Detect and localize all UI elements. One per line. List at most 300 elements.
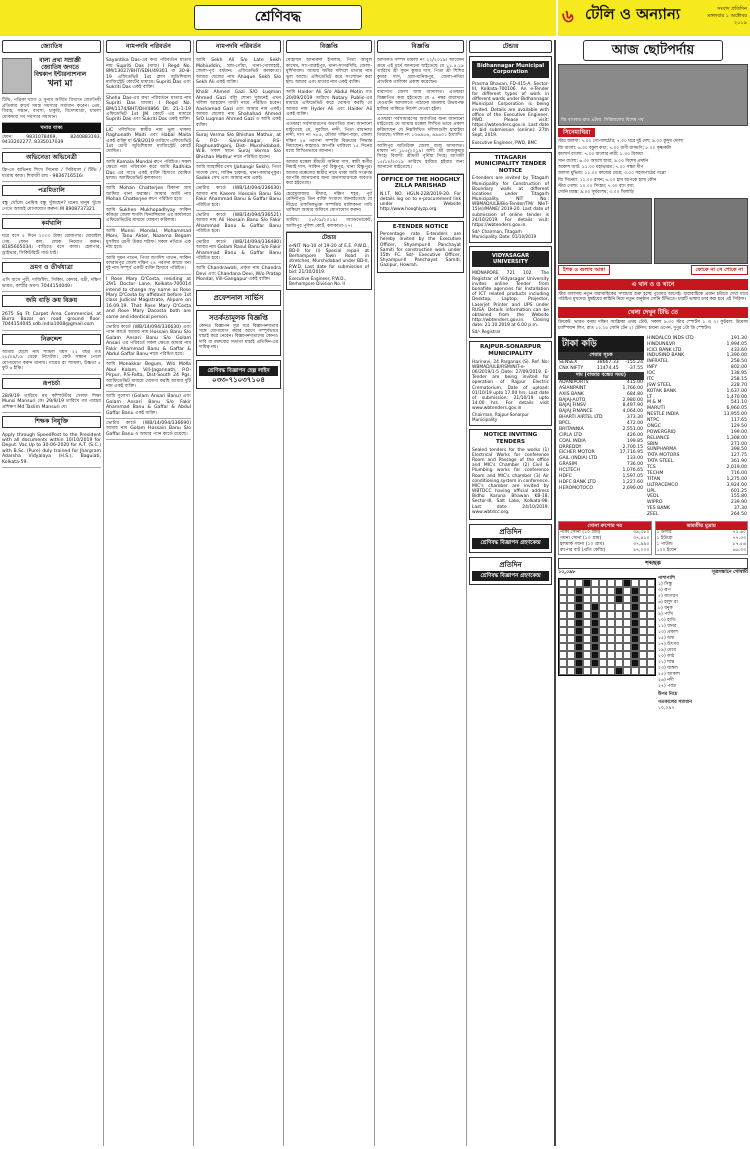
crossword-cell[interactable]	[583, 659, 591, 667]
row-value: 117.65	[730, 418, 747, 424]
classified-ad: আমি Kamala Mondal রুপে পরিচিত। সকল ক্ষেত্রে নাম পরিবর্তন করে আমি Radhika Das এর সাথে একই ব্যক্তি হিসাবে ঘোষিত হলাম। অ্যাফিডেভিট কলকাতা।	[106, 158, 191, 185]
row-value: 433.60	[730, 347, 747, 353]
row-label: MARUTI	[647, 406, 665, 412]
astrologer-name: খনা মা	[47, 78, 73, 89]
row-value: 2,019.00	[726, 465, 747, 471]
crossword-cell[interactable]	[583, 587, 591, 595]
row-label: RELIANCE	[647, 435, 670, 441]
crossword-cell[interactable]	[647, 579, 655, 587]
crossword-cell[interactable]	[639, 611, 647, 619]
column-tenders	[467, 40, 556, 1146]
crossword-cell[interactable]	[599, 595, 607, 603]
crossword-cell[interactable]	[583, 643, 591, 651]
crossword-cell[interactable]	[639, 603, 647, 611]
classified-ad: আমি Sukhen Mukhopadhyay সাকিন কাঁকড়া জেলা হুগলি ফিনান্সিয়াল এর কার্যালয়ে এফিডেভিটের মাধ্যমে ঘোষণা করিলাম।	[106, 206, 191, 227]
astrologer-photo	[2, 58, 32, 94]
dateline: সংবাদ প্রতিদিন মঙ্গলবার ১ অক্টোবর ২০১৯	[707, 6, 747, 26]
crossword-cell	[575, 611, 583, 619]
crossword-cell[interactable]	[647, 595, 655, 603]
classified-booking-promo	[469, 557, 552, 586]
crossword-clue: ১০) হাতি	[658, 618, 676, 624]
crossword-clue: ১) সিন্ধু	[658, 582, 673, 588]
section-heading: ভ্রমণ ও তীর্থযাত্রা	[2, 262, 101, 273]
crossword-cell[interactable]	[623, 651, 631, 659]
crossword-cell[interactable]	[583, 651, 591, 659]
crossword-cell[interactable]	[639, 635, 647, 643]
crossword-cell[interactable]	[615, 603, 623, 611]
crossword-cell[interactable]	[599, 635, 607, 643]
crossword-cell	[575, 643, 583, 651]
row-label: BRITANNIA	[559, 426, 584, 432]
helpline-band: শ্রেণিবদ্ধ বিজ্ঞাপন হেল্প লাইন	[199, 366, 278, 376]
crossword-cell[interactable]	[599, 643, 607, 651]
crossword-cell[interactable]	[583, 635, 591, 643]
crossword-cell[interactable]	[591, 667, 599, 675]
crossword-cell[interactable]	[607, 603, 615, 611]
crossword-cell[interactable]	[567, 611, 575, 619]
tender-signature: Executive Engineer, P.W.D., Berhampore Division No. II	[289, 276, 347, 286]
crossword-clues	[658, 576, 748, 711]
row-label: INDUSIND BANK	[647, 353, 685, 359]
news-heading: এ খান ও ও খানে	[558, 279, 748, 290]
classified-ad: Sayantika Das-এর কথা পরিবর্তনে মাতার নাম Supriti Das (মাধ্য) I Regd No. 8M/13027/BHT/SDH/49301 বা 30-8-19 এফিডেভিট 1st ক্লাস জুডিশিয়াল ম্যাজিস্ট্রেট কোর্টের মাধ্যমে। Supriti Das এবং Sukriti Das একই ব্যক্তি।	[106, 56, 191, 93]
crossword-cell[interactable]	[559, 635, 567, 643]
crossword-cell[interactable]	[567, 587, 575, 595]
crossword-cell[interactable]	[599, 587, 607, 595]
tender-notice	[469, 246, 552, 338]
crossword-cell	[631, 659, 639, 667]
crossword-cell[interactable]	[559, 667, 567, 675]
crossword-cell[interactable]	[559, 603, 567, 611]
classified-ad: এতদ্বারা সর্বসাধারণের অবগতির জন্য জানানো যাইতেছে যে, সুরজিৎ নন্দী, পিতা রাধানাথ নন্দী, দাগ নং ৭৮৫, মৌজা দক্ষিণপাড়া, জেলা দক্ষিণ ২৪ পরগনা সম্পত্তি বিক্রয়ের সিদ্ধান্ত নিয়াছেন। কাহারও আপত্তি থাকিলে ১৫ দিনের মধ্যে লিখিতভাবে জানান।	[286, 120, 372, 157]
crossword-cell[interactable]	[623, 611, 631, 619]
crossword-cell	[631, 619, 639, 627]
tender-title: E-TENDER NOTICE	[392, 223, 449, 230]
right-section-header	[556, 0, 750, 36]
market-section	[558, 336, 748, 518]
row-label: INFY	[647, 365, 658, 371]
row-label: GRASIM	[559, 462, 577, 468]
row-value: 2,980.00	[622, 397, 643, 403]
tv-listing-item: জলসা মুভিজ: ১১.০০ কাজের মেয়ে; ৩.০০ সহজপাঠের গপ্পো	[558, 171, 666, 177]
crossword-cell[interactable]	[591, 579, 599, 587]
crossword-cell[interactable]	[583, 603, 591, 611]
crossword-cell	[631, 635, 639, 643]
crossword-cell[interactable]	[607, 627, 615, 635]
crossword-cell[interactable]	[567, 603, 575, 611]
classified-ad: মোহাম্মদ আনারুল ইসলাম, পিতা আবুল কাসেম, সাং-বারুইপুর, থানা-সাগরদিঘি, জেলা-মুর্শিদাবাদ। আমার জমির দলিলে মাতার নাম ভুল আছে। এফিডেভিট করে সংশোধন করা হল। আমার এবং মাতার নাম একই ব্যক্তি।	[286, 56, 372, 88]
row-label: HDFC	[559, 473, 572, 479]
row-label: গয়না সোনা (১০ গ্রাম)	[560, 535, 602, 541]
crossword-cell[interactable]	[599, 627, 607, 635]
crossword-cell[interactable]	[599, 603, 607, 611]
caution-heading: সতর্কতামূলক বিজ্ঞপ্তি	[209, 313, 268, 322]
crossword-cell[interactable]	[615, 619, 623, 627]
crossword-cell	[575, 651, 583, 659]
row-value: 258.15	[730, 376, 747, 382]
crossword-cell[interactable]	[623, 635, 631, 643]
crossword-cell[interactable]	[631, 579, 639, 587]
row-value: 4,064.00	[622, 409, 643, 415]
row-value: ৪৭,০০০	[633, 547, 650, 553]
crossword-cell[interactable]	[639, 667, 647, 675]
crossword-cell[interactable]	[607, 619, 615, 627]
row-label: CIPLA LTD	[559, 432, 582, 438]
row-value: 802.00	[730, 365, 747, 371]
row-value: 1,227.60	[622, 479, 643, 485]
share-index-heading: শেয়ার সূচক	[558, 352, 644, 360]
crossword-cell[interactable]	[623, 627, 631, 635]
row-value: 199.85	[626, 438, 643, 444]
row-label: HINDALCO INDS LTD	[647, 335, 694, 341]
classified-booking-promo	[469, 524, 552, 553]
crossword-cell[interactable]	[559, 627, 567, 635]
crossword-cell[interactable]	[567, 667, 575, 675]
crossword-cell[interactable]	[647, 643, 655, 651]
crossword-cell[interactable]	[647, 627, 655, 635]
classified-ad: I Rose Mary D'Costa, residing at 29/1 Doctor Lane, Kolkata-700014 intend to change my name as Rose Mary D'Costa by affidavit before 1st class Judicial Magistrate, Alipore on 16.09.19. That Rose Mary D'Costa and Rose Mary Dacosta both are same and identical person.	[106, 275, 191, 323]
promo-heading: প্রতিদিন	[499, 528, 522, 536]
crossword-cell[interactable]	[559, 643, 567, 651]
row-value: 138.95	[730, 371, 747, 377]
row-value: 2,551.00	[622, 426, 643, 432]
crossword-cell[interactable]	[559, 579, 567, 587]
crossword-cell	[623, 579, 631, 587]
promo-band: শ্রেণিবদ্ধ বিজ্ঞাপন গ্রহণকেন্দ্র	[472, 538, 549, 548]
crossword-cell[interactable]	[599, 579, 607, 587]
tender-body: N.I.T. NO. HGLN-228/2019-20. For details log on to e-procurement link under Website http://www.hooghlyzp.org	[380, 191, 461, 213]
row-value: 6,960.05	[726, 406, 747, 412]
news-text: স্টার জলসায় নতুন ধারাবাহিকের সম্প্রচার শুরু হচ্ছে পুজোর আগেই। ধারাবাহিকে প্রধান চরিত্রে দেখা যাবে পরিচিত মুখদের। মুম্বইয়ের কাহিনি নিয়ে নতুন অনুষ্ঠান সোনি টিভিতে। চারটি ভাষায় ডাব করা হবে এই সিরিজ।	[558, 291, 748, 303]
tv-guide-title: আজ ছোটপর্দায়	[583, 40, 723, 61]
crossword-cell[interactable]	[631, 667, 639, 675]
crossword-cell[interactable]	[623, 667, 631, 675]
crossword-cell[interactable]	[647, 611, 655, 619]
tv-listing-item: স্টার গোল্ড: ১০.০০ সিংহম; ৭.৩০ ব্যাং ব্যাং	[558, 184, 635, 190]
crossword-cell[interactable]	[599, 667, 607, 675]
caption-right: ফোকে না সে শোকে না	[691, 265, 748, 275]
crossword-cell[interactable]	[647, 619, 655, 627]
table-row	[646, 512, 748, 518]
row-label: NTPC	[647, 418, 660, 424]
classified-ad: আমার ছেলে নাম শ্যামল বয়স ২২ বছর গত ২৮/০৯/১৯ থেকে নিখোঁজ। কেউ সন্ধান পেলে যোগাযোগ করুন থানায়। গায়ের রং শ্যামলা, উচ্চতা ৫ ফুট ৬ ইঞ্চি।	[2, 348, 101, 375]
row-label: INFRATEL	[647, 359, 669, 365]
crossword-cell[interactable]	[607, 595, 615, 603]
photo-captions	[558, 264, 748, 276]
crossword-cell	[575, 627, 583, 635]
crossword-cell[interactable]	[623, 643, 631, 651]
caption-left: ইশক ও গুলাব আন্না	[558, 265, 610, 275]
crossword-clue: ৫) জাগরণ	[658, 594, 678, 600]
tender-title: Bidhannagar Municipal Corporation	[472, 61, 549, 77]
crossword-cell[interactable]	[567, 579, 575, 587]
crossword-cell[interactable]	[575, 579, 583, 587]
crossword-cell[interactable]	[607, 643, 615, 651]
crossword-cell[interactable]	[559, 651, 567, 659]
crossword-cell[interactable]	[639, 643, 647, 651]
crossword-cell[interactable]	[639, 619, 647, 627]
crossword-cell[interactable]	[599, 651, 607, 659]
column-heading: টেন্ডার	[469, 40, 552, 53]
classified-ad: আলিপুর অতিরিক্ত জেলা জজ আদালত। মামলা নং ১৮৫/২০১৯। বাদী: শ্রী রাজকুমার সিংহ। বিবাদী: শ্রীমতী পূর্ণিমা সিংহ। আগামী ১৫/১০/২০১৯ তারিখে হাজির হইবার জন্য জানানো যাইতেছে।	[377, 142, 464, 174]
row-value: 17,716.95	[619, 450, 643, 456]
crossword-cell	[575, 667, 583, 675]
tender-title: OFFICE OF THE HOOGHLY ZILLA PARISHAD	[380, 176, 461, 190]
crossword-cell	[631, 651, 639, 659]
crossword-cell[interactable]	[623, 595, 631, 603]
crossword-cell[interactable]	[567, 651, 575, 659]
astro-phones: ফোন: 9831078469, 8240883193, 9433202277, 8335017039	[2, 133, 101, 149]
classified-ad: আমি Chandrawati, প্রকৃত নাম Chandra Devi এবং Chandana Devi, W/o Pratap Mondal, Vill-Gangapur একই ব্যক্তি।	[196, 264, 281, 285]
crossword-cell[interactable]	[607, 667, 615, 675]
classified-ad: ভোটার কার্ডে (WB/14/094/336630) আমার নাম Kasem Hossain Banu S/o Fakir Ahammad Banu & Gaffar Banu পরিচিত হবে।	[196, 184, 281, 211]
classified-ad: LIC পলিসিতে স্বামীর নাম ভুল থাকায় Raghunath Maiti এবং Habal Maita একই ব্যক্তি যা 6/8/2019 তারিখে এফিডেভিট 1st শ্রেণী জুডিশিয়াল ম্যাজিস্ট্রেট কোর্টে ঘোষিত।	[106, 126, 191, 158]
row-label: IOC	[647, 371, 656, 377]
row-label: ITC	[647, 376, 655, 382]
row-label: ULTRACEMCO	[647, 482, 679, 488]
row-value: 426.00	[626, 432, 643, 438]
row-label: BHARTI AIRTEL LTD	[559, 415, 603, 421]
crossword-cell[interactable]	[639, 627, 647, 635]
crossword-cell[interactable]	[583, 619, 591, 627]
crossword-clue: ২৫) আকাশ	[658, 671, 680, 677]
row-value: 1,308.00	[726, 435, 747, 441]
crossword-cell[interactable]	[591, 587, 599, 595]
crossword-cell[interactable]	[607, 651, 615, 659]
row-label: TECHM	[647, 470, 664, 476]
classified-ad: বারাসাত জেলা জজ আদালত। এতদ্বারা বিজ্ঞাপিত করা হইতেছে যে ৪ নম্বর বারাসাত দেওয়ানি আদালতে পাঠানো মামলায় উভয়পক্ষ হাজির থাকিতে নির্দেশ দেওয়া হইল।	[377, 88, 464, 115]
crossword-cell[interactable]	[615, 659, 623, 667]
crossword-cell[interactable]	[639, 595, 647, 603]
column-heading: নামপদবি পরিবর্তন	[196, 40, 281, 53]
crossword-cell[interactable]	[599, 619, 607, 627]
crossword-cell	[583, 579, 591, 587]
crossword-cell[interactable]	[639, 579, 647, 587]
crossword-cell	[615, 595, 623, 603]
astro-body: টিভি, পত্রিকা খ্যাত ও সুনাম অর্জিত বিখ্যাত জ্যোতিষী প্রতিকার কার্যে সমস্ত সমস্যার সমাধান করেন। প্রেম, বিবাহ, সন্তান, ব্যবসা, চাকুরি, বিদেশযাত্রা, মামলা মোকদ্দমা সব সমস্যার সমাধান।	[2, 96, 101, 123]
tender-signature: Sd/- Registrar	[472, 329, 501, 335]
crossword-cell[interactable]	[567, 619, 575, 627]
tender-title: টেন্ডার	[321, 235, 337, 242]
crossword-cell[interactable]	[567, 627, 575, 635]
index-table	[558, 360, 644, 372]
crossword-cell[interactable]	[647, 603, 655, 611]
classified-ad: ঘরে বসে ৫ দিনে ২০০০ টাকা রোজগার। মোবাইল গেম, ফোন কল, লোক নিয়োগ করুন। 8185605034। বাড়িতে বসে কাজ। হেলপার, ড্রাইভার, সিকিউরিটি গার্ড চাই।	[2, 232, 101, 259]
helpline-phone: ০৩৩-৭১০৩৭১০৪	[212, 376, 265, 385]
crossword-clue: ২০) কাঠ	[658, 653, 675, 659]
classified-ad: Suraj Verma S/o Bhishan Mathur, at & P.O- Sanmolinagar, P.S- Raghunathganj, Dist- Murshidabad, W.B. সকল স্থানে Suraj Verma S/o Bhishan Mathur নামে পরিচিত হবেন।	[196, 131, 281, 163]
helpline-box	[196, 360, 281, 389]
row-value: 684.80	[626, 391, 643, 397]
crossword-cell[interactable]	[607, 579, 615, 587]
down-heading: উপর নিচে	[658, 691, 678, 697]
crossword-cell[interactable]	[567, 595, 575, 603]
row-label: BPCL	[559, 421, 571, 427]
row-label: TATA STEEL	[647, 459, 674, 465]
crossword-cell[interactable]	[559, 587, 567, 595]
page-header	[0, 0, 556, 36]
promo-heading: প্রতিদিন	[499, 560, 522, 569]
professional-service-box	[196, 290, 281, 306]
tender-body: MIDNAPORE 721 102. The Registrar of Vidyasagar University invites online Tender from bonafide agencies for Installation of ICT related products including Desktop, Laptop, Projector, Laserjet Printer and UPS under RUSA. Details information can be obtained from the Website http://wbtenders.gov.in. Closing date: 21.10.2019 at 6.00 p.m.	[472, 271, 549, 329]
crossword-cell[interactable]	[559, 611, 567, 619]
crossword-cell[interactable]	[583, 611, 591, 619]
crossword-cell[interactable]	[647, 587, 655, 595]
crossword-cell[interactable]	[615, 651, 623, 659]
classified-ad: ভোটার কার্ডে (WB/14/094/336480) আমার নাম Golam Rasul Banu S/o Fakir Ahammad Banu & Gaffar Banu পরিচিত হবে।	[196, 238, 281, 265]
rates-boxes	[558, 521, 748, 555]
crossword-cell[interactable]	[615, 635, 623, 643]
crossword-grid[interactable]	[558, 578, 656, 676]
crossword-clue: ১৯) মেয়ে	[658, 647, 677, 653]
crossword-cell[interactable]	[647, 667, 655, 675]
photo-caption: জি বাংলায় রাত ৯টায়: সিরিয়ালের বিশেষ পর্ব	[561, 117, 644, 123]
index-value: 11474.45	[596, 366, 619, 372]
astro-line2: জ্যোতিষ জগতে	[41, 65, 79, 72]
classified-ad: আমি সুমন পাতন, পিতা জগদিশ পাতন, সাকিন বলরামপুর জেলা দক্ষিণ ২৪ পরগনা কাজে ধন্য দুই নাম সম্পূর্ণ একটি ব্যক্তি হিসাবে পরিচিত।	[106, 254, 191, 275]
row-label: BAJAJ-AUTO	[559, 397, 586, 403]
crossword-cell[interactable]	[583, 627, 591, 635]
tender-notice	[469, 341, 552, 426]
row-value: 1,597.05	[622, 473, 643, 479]
table-row	[559, 548, 651, 554]
crossword-cell[interactable]	[607, 611, 615, 619]
crossword-cell[interactable]	[607, 587, 615, 595]
row-value: 1,076.65	[622, 468, 643, 474]
row-label: হলমার্ক গয়না (১০ গ্রাম)	[560, 541, 604, 547]
row-label: JSW STEEL	[647, 382, 672, 388]
market-logo: টাকা কড়ি	[558, 336, 644, 353]
crossword-cell	[591, 643, 599, 651]
crossword-cell	[575, 587, 583, 595]
tender-body: E-tenders are invited by Titagarh Municipality for Construction of Boundary walls at different locations under Titagarh Municipality. NIT No.: WBMAD/ULB/Bio-Tender/TM/ NIeT-15(e)/MANE/ 2019-20. Last date of submission of online tender is 24/10/2019. For details visit: https://wbtenders.gov.in.	[472, 176, 549, 229]
row-label: WIPRO	[647, 500, 663, 506]
crossword-cell[interactable]	[607, 659, 615, 667]
row-label: SBIN	[647, 441, 658, 447]
crossword-cell	[575, 595, 583, 603]
page-number: ৬	[562, 6, 574, 27]
crossword-cell[interactable]	[583, 667, 591, 675]
crossword-cell[interactable]	[647, 659, 655, 667]
crossword-cell[interactable]	[639, 659, 647, 667]
crossword-cell[interactable]	[567, 643, 575, 651]
row-value: 258.50	[730, 359, 747, 365]
section-heading: কর্মখালি	[2, 218, 101, 229]
sport-text: ক্রিকেট: ভারত বনাম দক্ষিণ আফ্রিকা প্রথম টেস্ট, সকাল ৯.৩০ স্টার স্পোর্টস ১ ও ২। ফুটবল: উয়েফা চ্যাম্পিয়ন্স লিগ, রাত ১২.২৫ সোনি টেন ২। টেনিস: চায়না ওপেন, দুপুর ১টা ডি স্পোর্টস।	[558, 320, 748, 331]
crossword-cell	[591, 627, 599, 635]
crossword-clue: ৬) হলুদ রং	[658, 600, 679, 606]
tv-listing-item: স্টার জলসা: ৭.০০ গোপালচৌর; ৭.৩০ ঘরে দুই দেশ; ৯.০০ কুসুম দোলা	[558, 139, 684, 145]
crossword-cell[interactable]	[559, 595, 567, 603]
crossword-cell[interactable]	[615, 627, 623, 635]
stocks-table-left	[558, 380, 644, 492]
row-value: 199.00	[730, 429, 747, 435]
row-value: 1,766.00	[622, 385, 643, 391]
crossword-cell[interactable]	[615, 643, 623, 651]
row-label: M & M	[647, 400, 662, 406]
row-label: DRREDDY	[559, 444, 582, 450]
crossword-cell[interactable]	[607, 635, 615, 643]
crossword-cell[interactable]	[639, 587, 647, 595]
tender-title: VIDYASAGAR UNIVERSITY	[472, 251, 549, 267]
tender-notice	[377, 174, 464, 218]
crossword-clue: ৩) রূপ	[658, 588, 671, 594]
column-astrology	[0, 40, 104, 1146]
crossword-clue: ২৩) জঙ্গল	[658, 665, 678, 671]
tender-notice	[469, 429, 552, 520]
tender-signature: Sd/- Chairman, Titagarh Municipality. Date: 01/10/2019	[472, 229, 537, 240]
tender-title: RAJPUR-SONARPUR MUNICIPALITY	[479, 344, 542, 357]
row-value: 472.00	[626, 421, 643, 427]
crossword-cell[interactable]	[567, 635, 575, 643]
crossword-cell[interactable]	[623, 603, 631, 611]
crossword-cell[interactable]	[567, 659, 575, 667]
crossword-cell[interactable]	[615, 579, 623, 587]
index-change: -155.24	[625, 360, 643, 366]
row-value: 2,700.15	[622, 444, 643, 450]
crossword-cell[interactable]	[559, 659, 567, 667]
tender-body: Percentage rate E-tenders are hereby invited by the Executive Officer, Shyampur-II Panchayat Samiti for construction work under 15th FC. Sd/- Executive Officer, Shyampur-II Panchayat Samiti, Gazipur, Howrah.	[380, 232, 461, 269]
row-value: 1,994.05	[726, 341, 747, 347]
crossword-cell[interactable]	[639, 651, 647, 659]
crossword-cell	[591, 611, 599, 619]
row-label: BAJAJ FINANCE	[559, 409, 593, 415]
crossword-cell[interactable]	[599, 611, 607, 619]
section-heading: জমি বাড়ি ক্রয় বিক্রয়	[2, 295, 101, 306]
crossword-cell	[575, 619, 583, 627]
row-value: 264.50	[730, 512, 747, 518]
column-heading: নামপদবি পরিবর্তন	[106, 40, 191, 53]
index-name: SENSEX	[559, 360, 578, 366]
promo-heading: প্রফেশনাল সার্ভিস	[213, 293, 264, 302]
crossword-clue: ১৫) অশ্ব	[658, 635, 674, 641]
crossword-cell[interactable]	[583, 595, 591, 603]
crossword-cell[interactable]	[559, 619, 567, 627]
row-value: 271.00	[730, 441, 747, 447]
tender-signature: Executive Engineer, PWD, BMC	[472, 139, 537, 145]
row-value: 133.00	[626, 456, 643, 462]
crossword-cell[interactable]	[647, 651, 655, 659]
classified-ad: ভোটার কার্ডে (WB/14/094/336690) আমার নাম Golam Hossain Banu S/o Gaffar Banu ও আমার প্যান কার্ডে রয়েছে।	[106, 419, 191, 440]
row-label: TITAN	[647, 476, 661, 482]
row-value: 716.00	[730, 470, 747, 476]
classified-ad: আমি Munni Mondal, Mohammad Moni, Tanu Akter, Nazema Begam মুসলিম শ্রেণী উত্তর শরিফ। সকল নথিতে এক নাম হবে।	[106, 227, 191, 254]
serial-photo	[558, 198, 652, 264]
crossword-cell[interactable]	[623, 659, 631, 667]
row-label: KOTAK BANK	[647, 388, 677, 394]
tender-notice	[286, 232, 372, 290]
tv-listing-item: আকাশ আট: ১১.০০ মহাভারত; ৭.০০ সন্ধ্যা দীপ	[558, 164, 644, 170]
classified-ad: Khalil Ahmed Gazi S/O Luqman Ahmed Gazi বলি শোনা দুজনেই এখন খলিল আহমেদ গাজী নামে পরিচিত হবেন। Aashamad Gazi এবং আমার নাম একই। আমার ছেলের নাম Shahahad Ahmed S/O Luqman Ahmed Gazi ও আমি একই ব্যক্তি।	[196, 88, 281, 131]
row-value: 1,390.00	[726, 353, 747, 359]
crossword-cell[interactable]	[599, 659, 607, 667]
crossword-cell[interactable]	[615, 611, 623, 619]
column-notices-2	[375, 40, 467, 1146]
crossword-cell[interactable]	[647, 635, 655, 643]
caution-notice	[196, 310, 281, 356]
crossword-cell[interactable]	[591, 595, 599, 603]
tv-listing-item: সোনি ম্যাক্স: ৯.০০ সূর্যবংশম; ৩.০০ খিলাড়ি	[558, 190, 634, 196]
crossword-cell	[591, 619, 599, 627]
crossword-cell[interactable]	[623, 619, 631, 627]
row-value: ৭১.৬০	[732, 530, 746, 536]
classified-ad: 2675 Sq Ft Carpet Area Commercial, at Burra Bazar on road ground floor. 7044154045 sdb.india1008@gmail.com	[2, 310, 101, 331]
classified-ad: বন্ধু খোঁজে প্রেমিক বন্ধু খুঁজছেন? মনের মানুষ খুঁজে পেতে আজই যোগাযোগ করুন। M 8908737321	[2, 199, 101, 215]
crossword-cell[interactable]	[623, 587, 631, 595]
crossword-cell	[575, 603, 583, 611]
section-heading: রূপচর্চা	[2, 378, 101, 389]
classified-ad: হেরেমবাজার দীঘার, দক্ষিণ শহর, পূর্ব মেদিনীপুর। তিন ব্যক্তি সংবাদে জানাইতেছে যে নীচের তফসিলভুক্ত সম্পত্তির মালিকানা দাবি থাকিলে আমার অফিসে যোগাযোগ করুন।	[286, 190, 372, 217]
